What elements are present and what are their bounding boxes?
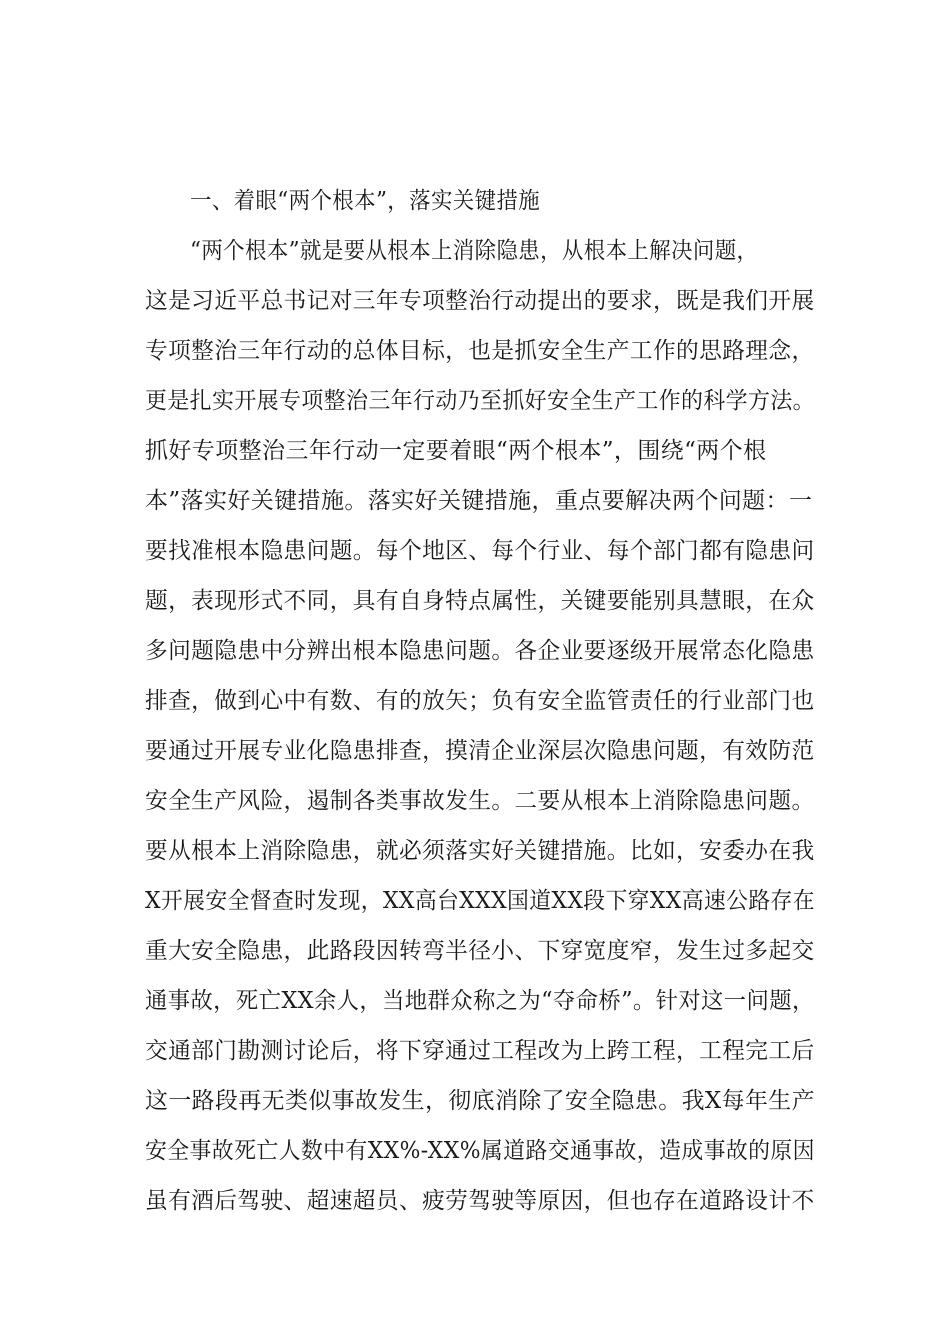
paragraph-line: 虽有酒后驾驶、超速超员、疲劳驾驶等原因，但也存在道路设计不	[145, 1188, 815, 1214]
paragraph-line: 安全生产风险，遏制各类事故发生。二要从根本上消除隐患问题。	[145, 788, 815, 814]
paragraph-line: 这是习近平总书记对三年专项整治行动提出的要求，既是我们开展	[145, 288, 815, 314]
paragraph-line: 更是扎实开展专项整治三年行动乃至抓好安全生产工作的科学方法。	[145, 388, 815, 414]
paragraph-line: 排查，做到心中有数、有的放矢；负有安全监管责任的行业部门也	[145, 688, 815, 714]
paragraph-line: 要通过开展专业化隐患排查，摸清企业深层次隐患问题，有效防范	[145, 738, 815, 764]
paragraph-line: 要从根本上消除隐患，就必须落实好关键措施。比如，安委办在我	[145, 838, 815, 864]
paragraph-line: 这一路段再无类似事故发生，彻底消除了安全隐患。我X每年生产	[145, 1088, 815, 1114]
paragraph-line: 要找准根本隐患问题。每个地区、每个行业、每个部门都有隐患问	[145, 538, 815, 564]
paragraph-line: 多问题隐患中分辨出根本隐患问题。各企业要逐级开展常态化隐患	[145, 638, 815, 664]
paragraph-line: 抓好专项整治三年行动一定要着眼“两个根本”，围绕“两个根	[145, 438, 767, 464]
paragraph-line: 安全事故死亡人数中有XX%-XX%属道路交通事故，造成事故的原因	[145, 1138, 815, 1164]
paragraph-line: 题，表现形式不同，具有自身特点属性，关键要能别具慧眼，在众	[145, 588, 815, 614]
paragraph-line: 专项整治三年行动的总体目标，也是抓安全生产工作的思路理念，	[145, 338, 815, 364]
paragraph-line: 交通部门勘测讨论后，将下穿通过工程改为上跨工程，工程完工后	[145, 1038, 815, 1064]
paragraph-line: X开展安全督查时发现，XX高台XXX国道XX段下穿XX高速公路存在	[145, 888, 815, 914]
paragraph-line: 本”落实好关键措施。落实好关键措施，重点要解决两个问题：一	[145, 488, 813, 514]
paragraph-line: “两个根本”就是要从根本上消除隐患，从根本上解决问题，	[190, 238, 759, 264]
paragraph-line: 通事故，死亡XX余人，当地群众称之为“夺命桥”。针对这一问题，	[145, 988, 815, 1014]
paragraph-line: 重大安全隐患，此路段因转弯半径小、下穿宽度窄，发生过多起交	[145, 938, 815, 964]
section-heading: 一、着眼“两个根本”，落实关键措施	[190, 188, 541, 214]
